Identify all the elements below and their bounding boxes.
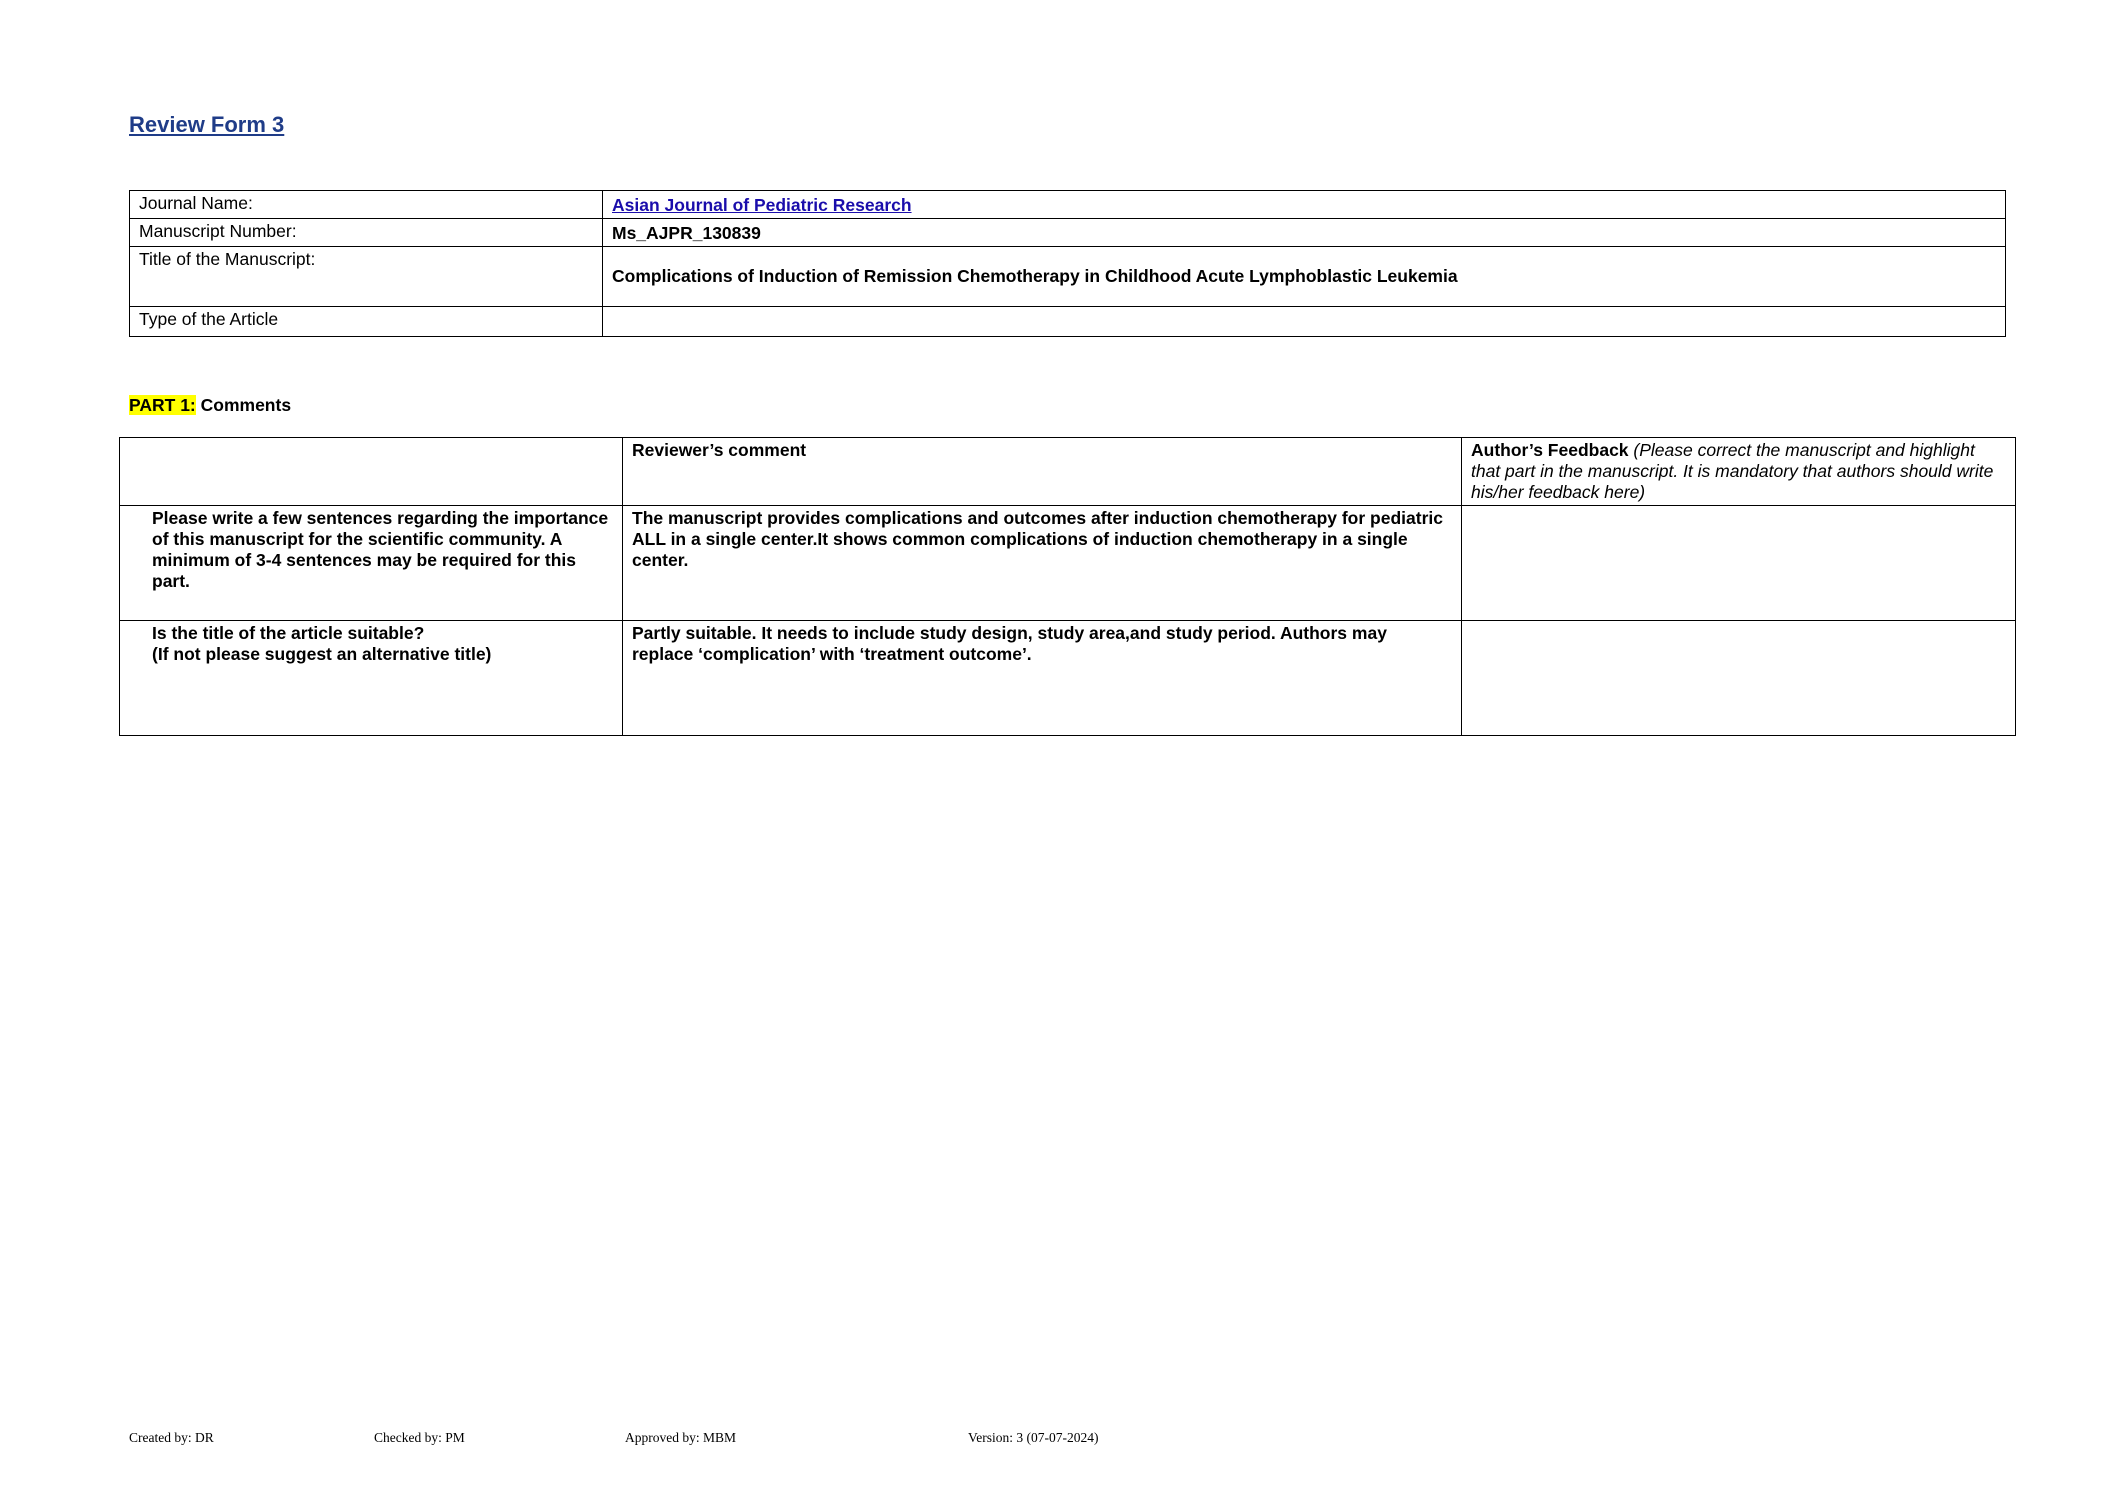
author-feedback-cell[interactable] — [1462, 506, 2016, 621]
manuscript-number-label: Manuscript Number: — [130, 219, 603, 247]
question-text: Please write a few sentences regarding the importance of this manuscript for the scientific community. A minimum of 3-4 sentences may be required for this part. — [152, 508, 609, 591]
header-empty-cell — [120, 438, 623, 506]
manuscript-number-value: Ms_AJPR_130839 — [612, 223, 761, 243]
footer-approved-by: Approved by: MBM — [625, 1430, 736, 1445]
manuscript-title-row — [130, 247, 2006, 307]
question-text: Is the title of the article suitable? — [152, 623, 425, 643]
author-feedback-title: Author’s Feedback — [1471, 440, 1629, 460]
article-type-row — [130, 307, 2006, 337]
question-subtext: (If not please suggest an alternative title) — [152, 644, 492, 664]
part-1-heading — [129, 395, 291, 416]
reviewer-comment-cell: Partly suitable. It needs to include study design, study area,and study period. Authors may replace ‘complication’ with ‘treatment outcome’. — [623, 621, 1462, 736]
journal-name-label: Journal Name: — [130, 191, 603, 219]
reviewer-comment-header: Reviewer’s comment — [623, 438, 1462, 506]
comment-row — [120, 506, 2016, 621]
footer-created-by: Created by: DR — [129, 1430, 214, 1445]
manuscript-info-table — [129, 190, 2006, 337]
manuscript-number-row — [130, 219, 2006, 247]
reviewer-comment-cell: The manuscript provides complications and outcomes after induction chemotherapy for pediatric ALL in a single center.It shows common complications of induction chemotherapy in a single center. — [623, 506, 1462, 621]
footer-checked-by: Checked by: PM — [374, 1430, 465, 1445]
journal-row — [130, 191, 2006, 219]
article-type-value — [603, 307, 2006, 337]
footer-version: Version: 3 (07-07-2024) — [968, 1430, 1099, 1445]
comments-table — [119, 437, 2016, 736]
part-1-label: PART 1: — [129, 395, 196, 415]
article-type-label: Type of the Article — [130, 307, 603, 337]
comments-header-row — [120, 438, 2016, 506]
journal-name-link[interactable]: Asian Journal of Pediatric Research — [612, 195, 912, 215]
author-feedback-cell[interactable] — [1462, 621, 2016, 736]
question-cell — [120, 621, 623, 736]
author-feedback-header — [1462, 438, 2016, 506]
question-cell — [120, 506, 623, 621]
manuscript-title-label: Title of the Manuscript: — [130, 247, 603, 307]
comment-row — [120, 621, 2016, 736]
author-feedback-instructions: (Please correct the manuscript and highlight that part in the manuscript. It is mandatory that authors should write his/her feedback here) — [1471, 440, 1994, 502]
journal-name-cell — [603, 191, 2006, 219]
manuscript-number-cell — [603, 219, 2006, 247]
part-1-suffix: Comments — [195, 395, 292, 415]
manuscript-title-value: Complications of Induction of Remission Chemotherapy in Childhood Acute Lymphoblastic Leukemia — [603, 247, 2006, 307]
form-title: Review Form 3 — [129, 112, 285, 137]
